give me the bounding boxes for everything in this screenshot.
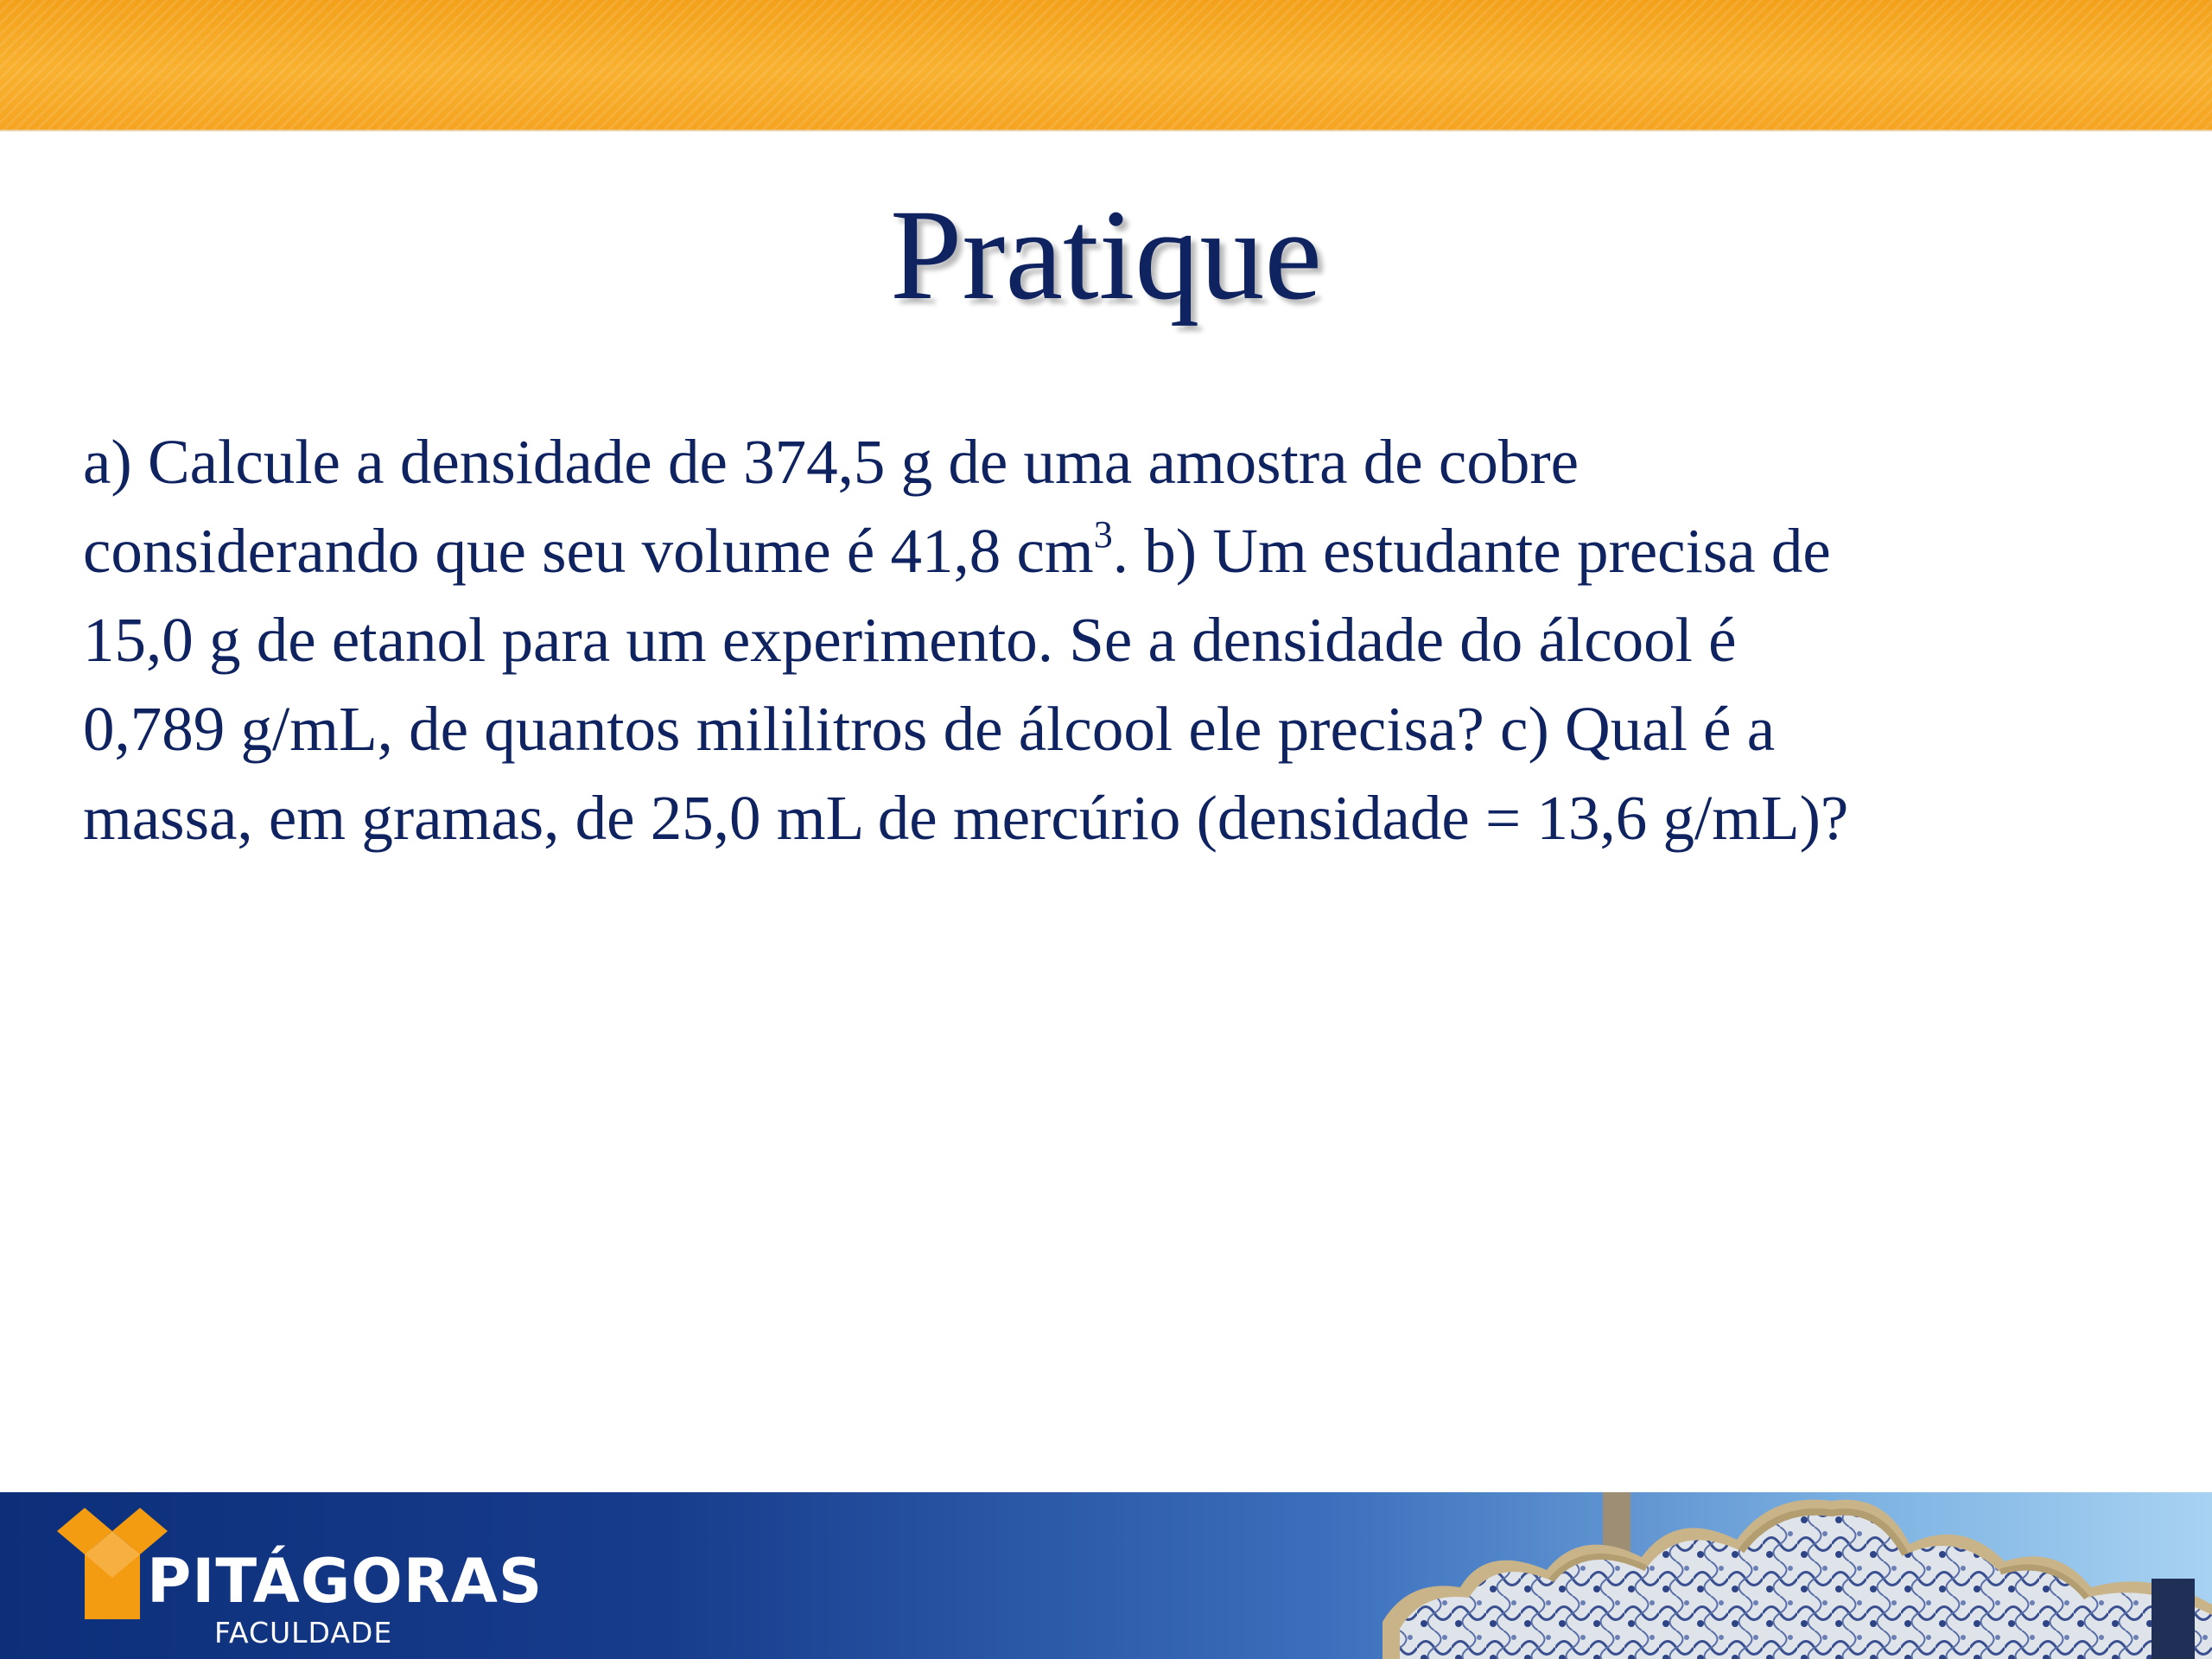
body-line-3: 15,0 g de etanol para um experimento. Se a densidade do álcool é [83, 605, 1737, 675]
body-line-2-rest: . b) Um estudante precisa de [1112, 516, 1831, 586]
body-line-5: massa, em gramas, de 25,0 mL de mercúrio (densidade = 13,6 g/mL)? [83, 783, 1849, 853]
pitagoras-logo [50, 1503, 543, 1655]
slide-body-text [83, 417, 2174, 862]
azulejo-tile-art-icon [1348, 1492, 2212, 1659]
logo-wordmark: PITÁGORAS [147, 1546, 543, 1617]
top-orange-band [0, 0, 2212, 130]
body-line-4: 0,789 g/mL, de quantos mililitros de álcool ele precisa? c) Qual é a [83, 694, 1776, 764]
slide-title: Pratique [890, 183, 1322, 327]
body-line-2 [83, 506, 2174, 595]
body-line-1: a) Calcule a densidade de 374,5 g de uma amostra de cobre [83, 427, 1580, 497]
logo-subtitle: FACULDADE [214, 1616, 393, 1649]
body-line-2-text: considerando que seu volume é 41,8 cm [83, 516, 1094, 586]
superscript-3: 3 [1093, 512, 1113, 556]
